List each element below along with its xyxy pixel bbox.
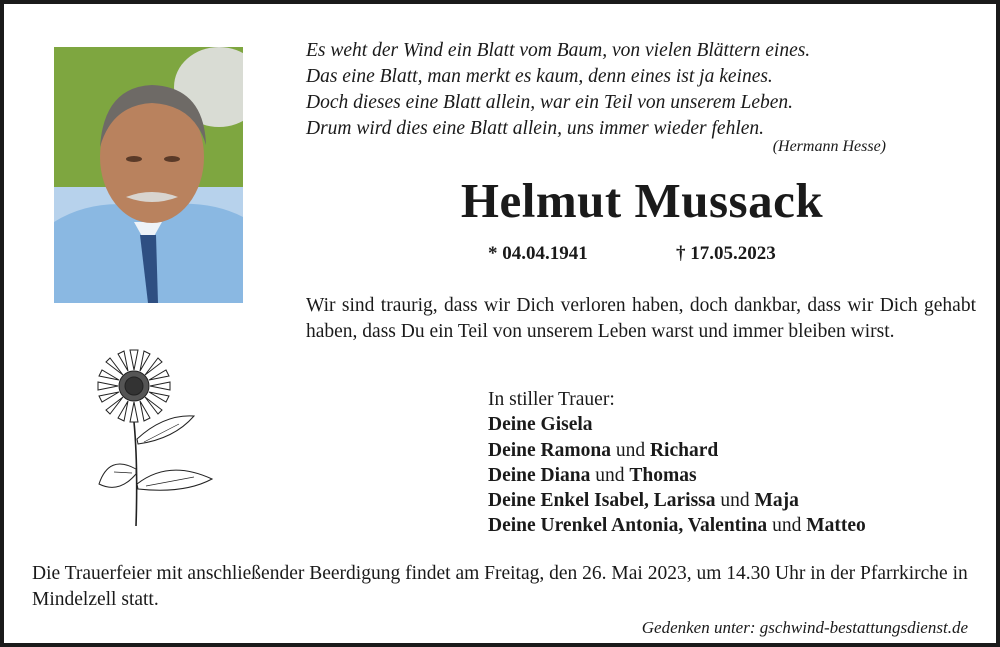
poem-line: Es weht der Wind ein Blatt vom Baum, von vielen Blättern eines. [306,40,811,61]
mourner-name: Matteo [806,515,866,537]
mourner-name: Richard [649,439,719,461]
mourner-name: Maja [754,490,799,512]
mourner-line [488,513,866,538]
mourner-name: Thomas [629,464,697,486]
birth-date: * 04.04.1941 [488,243,588,264]
mourner-line [488,412,866,437]
condolence-message: Wir sind traurig, dass wir Dich verloren haben, doch dankbar, dass wir Dich gehabt haben, dass Du ein Teil von unserem Leben warst und immer bleiben wirst. [306,295,976,342]
mourner-name: Deine Diana [488,464,591,486]
mourner-name: Deine Gisela [488,414,593,436]
poem-line: Das eine Blatt, man merkt es kaum, denn eines ist ja keines. [306,66,773,87]
conjunction: und [772,515,802,537]
mourner-name: Deine Ramona [488,439,611,461]
mourner-line [488,438,866,463]
conjunction: und [720,490,750,512]
mourner-name: Deine Urenkel Antonia, Valentina [488,515,768,537]
sunflower-illustration [84,344,219,529]
conjunction: und [595,464,625,486]
mourner-line [488,488,866,513]
mourner-name: Deine Enkel Isabel, Larissa [488,490,716,512]
mourners-intro: In stiller Trauer: [488,389,615,410]
funeral-info: Die Trauerfeier mit anschließender Beerdigung findet am Freitag, den 26. Mai 2023, um 14.30 Uhr in der Pfarrkirche in Mindelzell statt. [32,563,968,610]
death-date: † 17.05.2023 [676,243,776,264]
poem [306,38,906,142]
poem-line: Drum wird dies eine Blatt allein, uns immer wieder fehlen. [306,118,765,139]
poem-source: (Hermann Hesse) [772,138,886,155]
memorial-link: Gedenken unter: gschwind-bestattungsdienst.de [641,618,968,637]
conjunction: und [615,439,646,461]
mourners-list [488,387,866,539]
deceased-name: Helmut Mussack [460,173,824,228]
portrait-photo [54,47,243,303]
poem-line: Doch dieses eine Blatt allein, war ein Teil von unserem Leben. [306,92,794,113]
mourner-line [488,463,866,488]
